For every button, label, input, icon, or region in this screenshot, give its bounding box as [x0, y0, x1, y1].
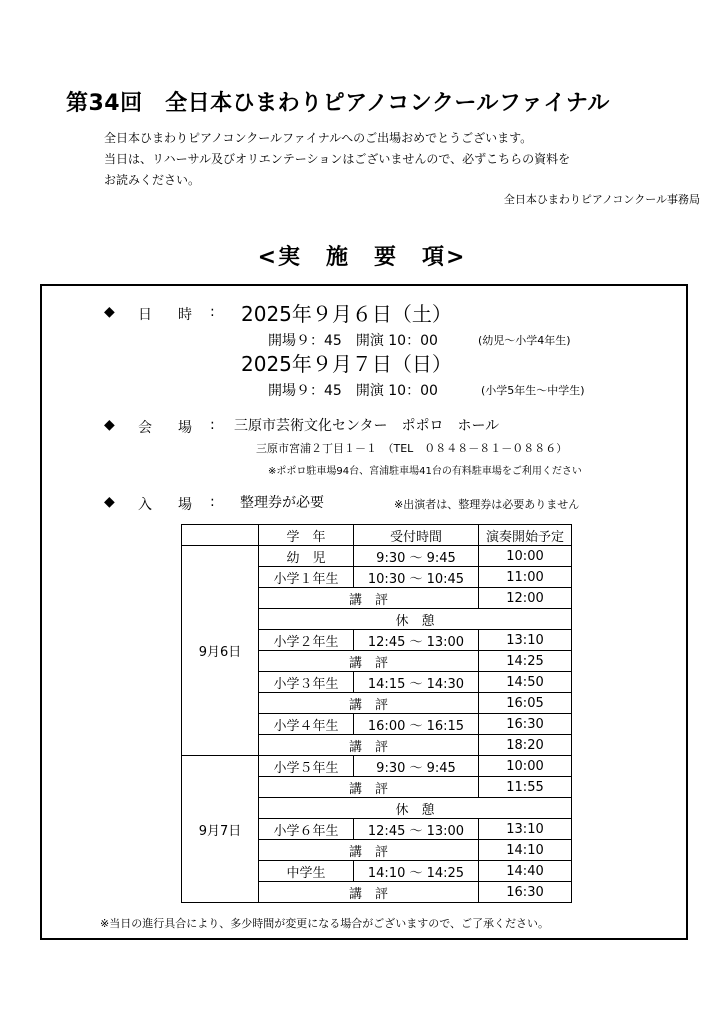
start-cell: 16:30: [479, 882, 572, 903]
start-cell: 14:40: [479, 861, 572, 882]
venue-address: 三原市宮浦２丁目１－１ （TEL ０８４８－８１－０８８６）: [256, 442, 568, 455]
entry-label: 入 場: [138, 497, 198, 513]
start-cell: 13:10: [479, 819, 572, 840]
start-cell: 16:30: [479, 714, 572, 735]
header-reception: 受付時間: [354, 525, 479, 546]
datetime-colon: :: [210, 304, 215, 320]
reception-cell: 10:30 ～ 10:45: [354, 567, 479, 588]
review-cell: 講 評: [259, 777, 479, 798]
start-cell: 13:10: [479, 630, 572, 651]
bullet-diamond-icon: ◆: [104, 304, 115, 320]
schedule-table: [181, 524, 572, 903]
reception-cell: 16:00 ～ 16:15: [354, 714, 479, 735]
start-cell: 14:10: [479, 840, 572, 861]
intro-line-2: 当日は、リハーサル及びオリエンテーションはございませんので、必ずこちらの資料を: [104, 152, 571, 166]
reception-cell: 12:45 ～ 13:00: [354, 819, 479, 840]
review-cell: 講 評: [259, 588, 479, 609]
start-cell: 11:55: [479, 777, 572, 798]
day2-note: (小学5年生～中学生): [481, 384, 585, 397]
start-cell: 12:00: [479, 588, 572, 609]
datetime-label: 日 時: [138, 307, 198, 323]
venue-label: 会 場: [138, 420, 198, 436]
entry-colon: :: [210, 494, 215, 510]
grade-cell: 小学３年生: [259, 672, 354, 693]
table-row: [182, 756, 572, 777]
reception-cell: 9:30 ～ 9:45: [354, 756, 479, 777]
grade-cell: 中学生: [259, 861, 354, 882]
reception-cell: 9:30 ～ 9:45: [354, 546, 479, 567]
review-cell: 講 評: [259, 882, 479, 903]
start-cell: 10:00: [479, 546, 572, 567]
grade-cell: 小学１年生: [259, 567, 354, 588]
start-cell: 18:20: [479, 735, 572, 756]
intro-line-1: 全日本ひまわりピアノコンクールファイナルへのご出場おめでとうございます。: [104, 131, 533, 145]
break-cell: 休 憩: [259, 798, 572, 819]
start-cell: 14:25: [479, 651, 572, 672]
day1-open-time: 開場９：45 開演 10：00: [268, 333, 438, 349]
start-cell: 14:50: [479, 672, 572, 693]
header-blank-cell: [182, 525, 259, 546]
footnote: ※当日の進行具合により、多少時間が変更になる場合がございますので、ご了承ください。: [100, 917, 549, 930]
review-cell: 講 評: [259, 840, 479, 861]
section-title: <実 施 要 項>: [257, 245, 467, 270]
grade-cell: 小学５年生: [259, 756, 354, 777]
day-cell: 9月7日: [182, 756, 259, 903]
venue-name: 三原市芸術文化センター ポポロ ホール: [234, 418, 500, 434]
break-cell: 休 憩: [259, 609, 572, 630]
reception-cell: 14:15 ～ 14:30: [354, 672, 479, 693]
entry-note: ※出演者は、整理券は必要ありません: [394, 498, 580, 511]
intro-line-3: お読みください。: [104, 173, 201, 187]
table-row: [182, 546, 572, 567]
day1-note: (幼児～小学4年生): [478, 334, 571, 347]
header-start: 演奏開始予定: [479, 525, 572, 546]
review-cell: 講 評: [259, 693, 479, 714]
bullet-diamond-icon: ◆: [104, 417, 115, 433]
review-cell: 講 評: [259, 651, 479, 672]
entry-value: 整理券が必要: [240, 495, 324, 511]
reception-cell: 14:10 ～ 14:25: [354, 861, 479, 882]
parking-note: ※ポポロ駐車場94台、宮浦駐車場41台の有料駐車場をご利用ください: [268, 466, 582, 477]
grade-cell: 小学４年生: [259, 714, 354, 735]
page-title: 第34回 全日本ひまわりピアノコンクールファイナル: [66, 91, 610, 116]
grade-cell: 幼 児: [259, 546, 354, 567]
bullet-diamond-icon: ◆: [104, 494, 115, 510]
day-cell: 9月6日: [182, 546, 259, 756]
day2-date: 2025年９月７日（日）: [241, 352, 452, 376]
day2-open-time: 開場９：45 開演 10：00: [268, 383, 438, 399]
start-cell: 11:00: [479, 567, 572, 588]
start-cell: 16:05: [479, 693, 572, 714]
day1-date: 2025年９月６日（土）: [241, 302, 452, 326]
table-header-row: [182, 525, 572, 546]
grade-cell: 小学２年生: [259, 630, 354, 651]
start-cell: 10:00: [479, 756, 572, 777]
header-grade: 学 年: [259, 525, 354, 546]
organizer-office: 全日本ひまわりピアノコンクール事務局: [503, 193, 700, 206]
reception-cell: 12:45 ～ 13:00: [354, 630, 479, 651]
review-cell: 講 評: [259, 735, 479, 756]
grade-cell: 小学６年生: [259, 819, 354, 840]
venue-colon: :: [210, 417, 215, 433]
